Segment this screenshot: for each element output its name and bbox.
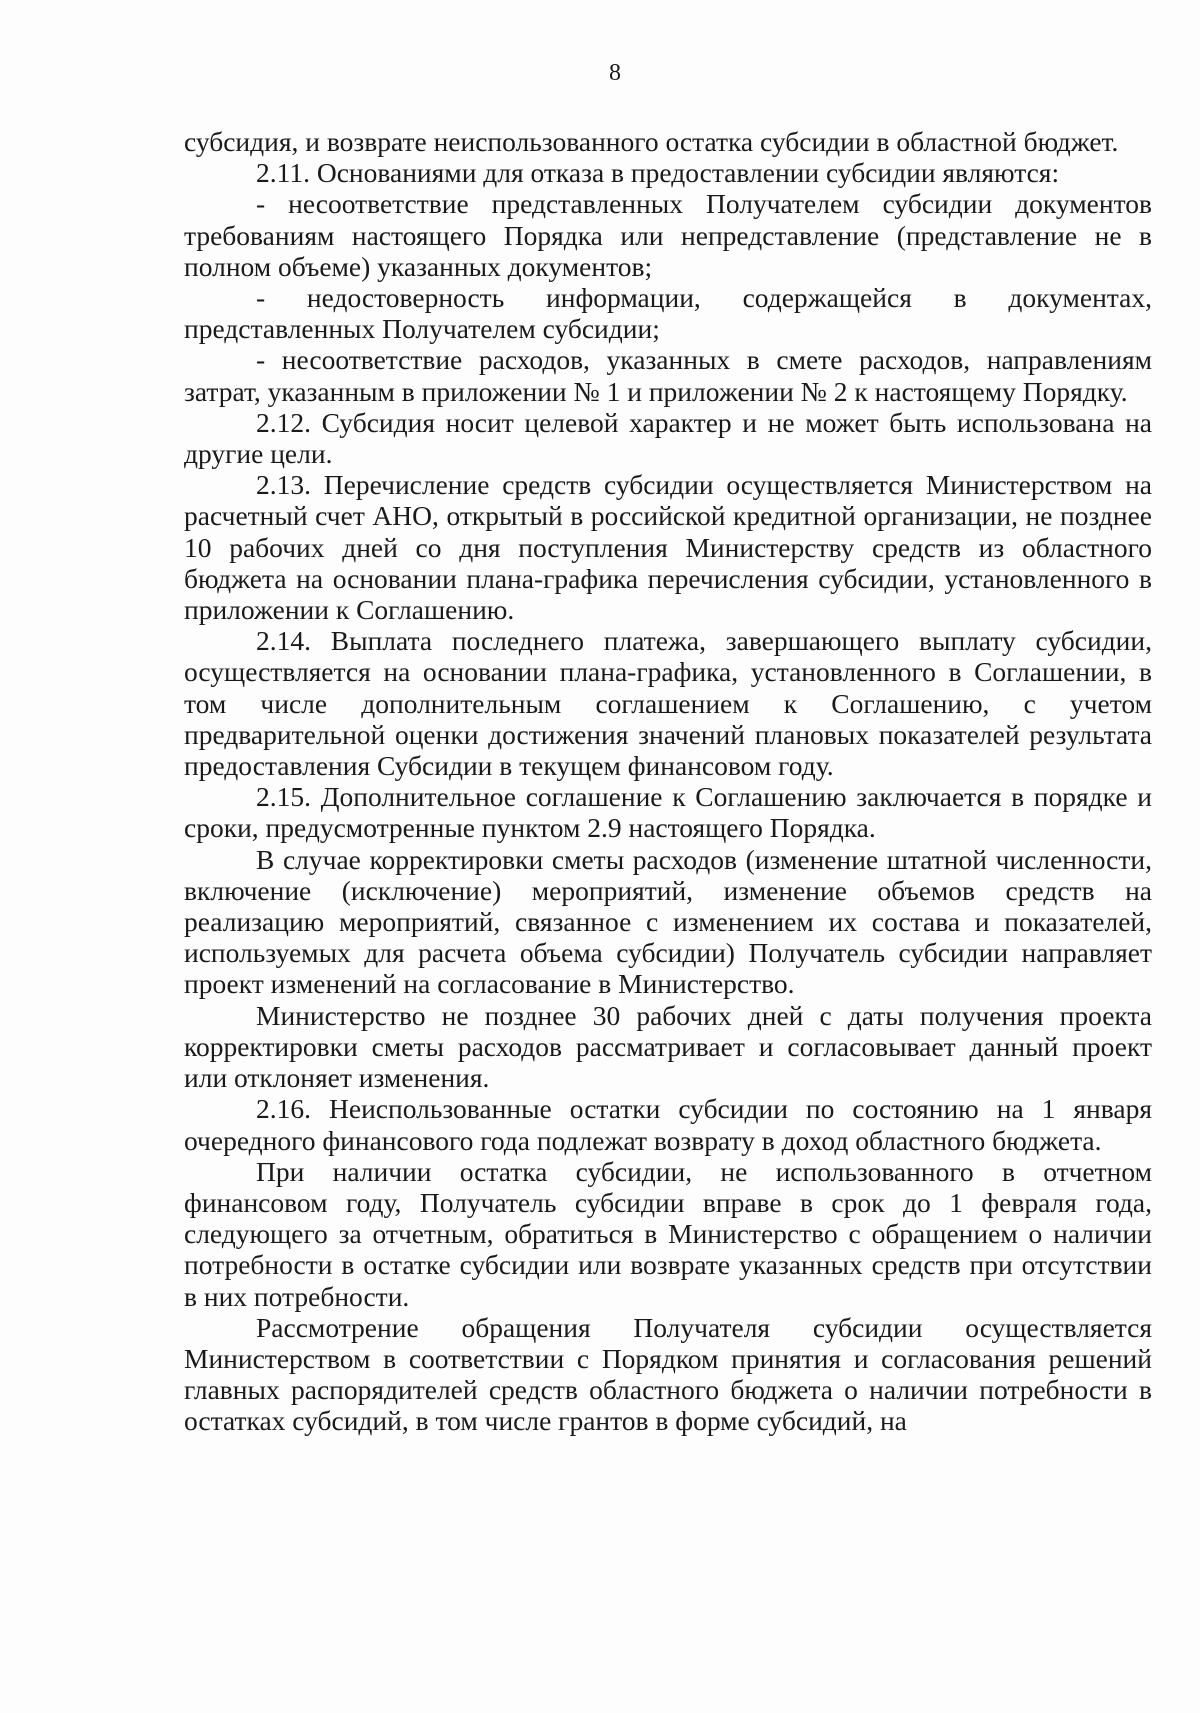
paragraph-2-16-remainder: При наличии остатка субсидии, не использованного в отчетном финансовом году, Получатель субсидии вправе в срок до 1 февраля года, следующего за отчетным, обратиться в Министерство с обращением о наличии потребности в остатке субсидии или возврате указанных средств при отсутствии в них потребности.: [184, 1155, 1152, 1312]
paragraph-2-13: 2.13. Перечисление средств субсидии осуществляется Министерством на расчетный счет АНО, открытый в российской кредитной организации, не позднее 10 рабочих дней со дня поступления Министерству средств из областного бюджета на основании плана-графика перечисления субсидии, установленного в приложении к Соглашению.: [184, 469, 1152, 626]
paragraph-2-16: 2.16. Неиспользованные остатки субсидии по состоянию на 1 января очередного финансового года подлежат возврату в доход областного бюджета.: [184, 1093, 1152, 1156]
paragraph-2-16-review: Рассмотрение обращения Получателя субсидии осуществляется Министерством в соответствии с Порядком принятия и согласования решений главных распорядителей средств областного бюджета о наличии потребности в остатках субсидий, в том числе грантов в форме субсидий, на: [184, 1311, 1152, 1437]
paragraph-continuation: субсидия, и возврате неиспользованного остатка субсидии в областной бюджет.: [184, 126, 1119, 157]
paragraph-2-15-smeta: В случае корректировки сметы расходов (изменение штатной численности, включение (исключение) мероприятий, изменение объемов средств на реализацию мероприятий, связанное с изменением их состава и показателей, используемых для расчета объема субсидии) Получатель субсидии направляет проект изменений на согласование в Министерство.: [184, 843, 1152, 1000]
paragraph-2-11-item-b: - недостоверность информации, содержащейся в документах, представленных Получателем субсидии;: [184, 282, 1152, 345]
page-number: 8: [609, 60, 621, 86]
paragraph-2-15: 2.15. Дополнительное соглашение к Соглашению заключается в порядке и сроки, предусмотренные пунктом 2.9 настоящего Порядка.: [184, 781, 1152, 844]
paragraph-2-11-item-a: - несоответствие представленных Получателем субсидии документов требованиям настоящего Порядка или непредставление (представление не в полном объеме) указанных документов;: [184, 188, 1152, 282]
paragraph-2-12: 2.12. Субсидия носит целевой характер и не может быть использована на другие цели.: [184, 406, 1152, 470]
document-body: [184, 126, 1152, 1437]
paragraph-2-14: 2.14. Выплата последнего платежа, завершающего выплату субсидии, осуществляется на основании плана-графика, установленного в Соглашении, в том числе дополнительным соглашением к Соглашению, с учетом предварительной оценки достижения значений плановых показателей результата предоставления Субсидии в текущем финансовом году.: [184, 625, 1152, 782]
paragraph-2-11: 2.11. Основаниями для отказа в предоставлении субсидии являются:: [256, 157, 1060, 189]
paragraph-2-11-item-c: - несоответствие расходов, указанных в смете расходов, направлениям затрат, указанным в приложении № 1 и приложении № 2 к настоящему Порядку.: [184, 344, 1152, 407]
paragraph-2-15-ministry: Министерство не позднее 30 рабочих дней с даты получения проекта корректировки сметы расходов рассматривает и согласовывает данный проект или отклоняет изменения.: [184, 999, 1152, 1094]
